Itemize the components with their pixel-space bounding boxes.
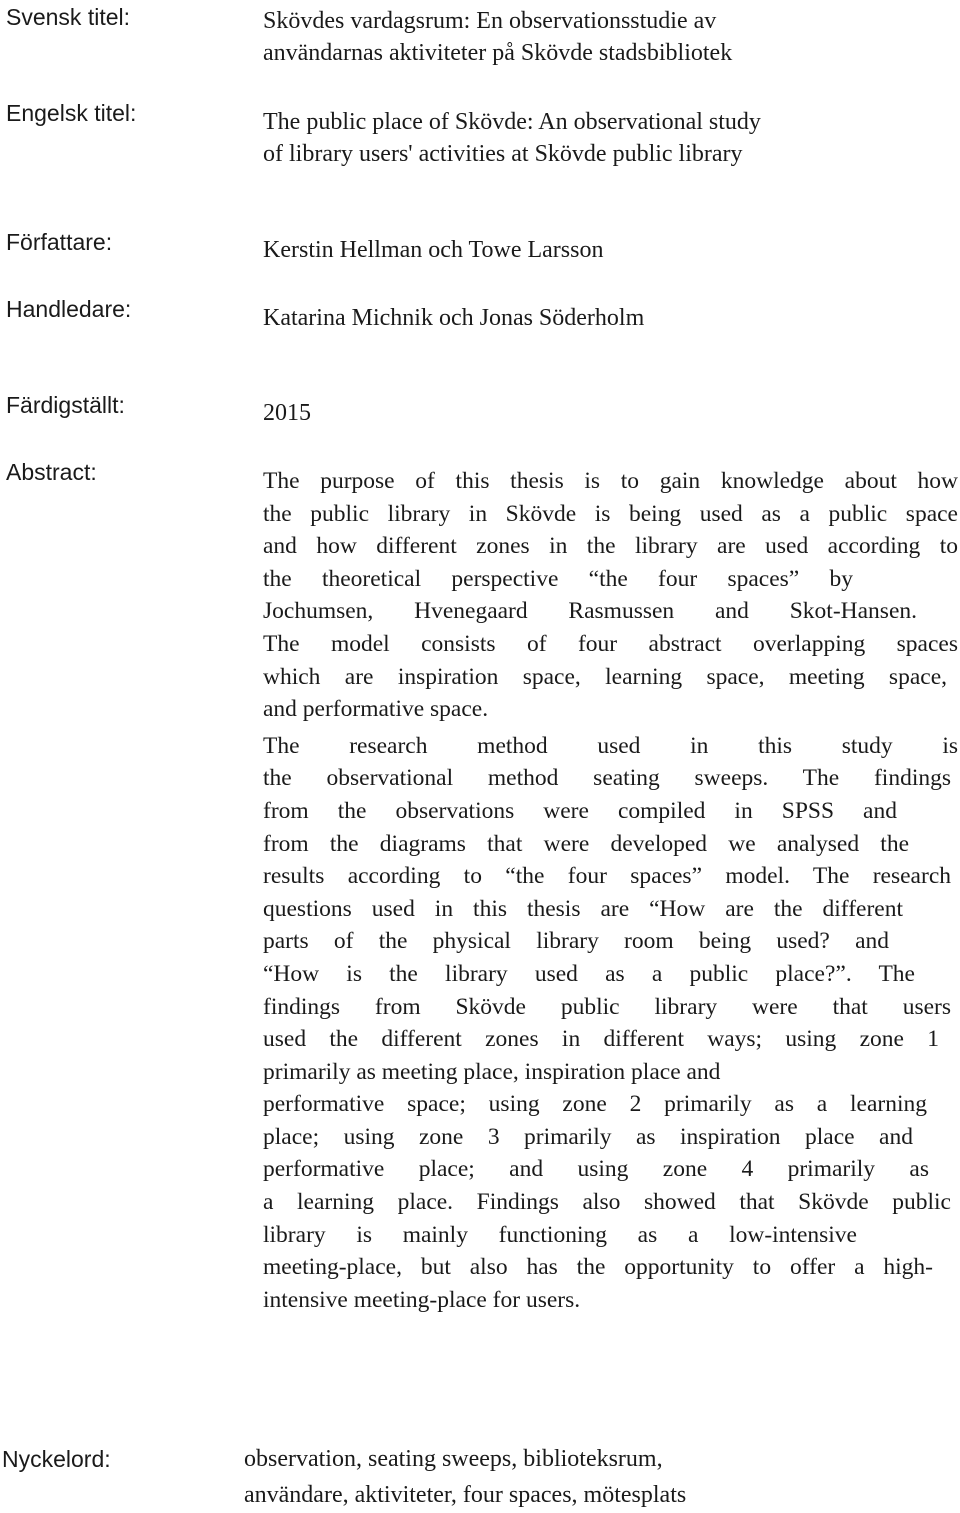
abstract-body	[263, 465, 958, 1316]
svensk-titel-label: Svensk titel:	[6, 4, 130, 30]
engelsk-titel-label: Engelsk titel:	[6, 100, 137, 126]
forfattare-text: Kerstin Hellman och Towe Larsson	[263, 237, 604, 263]
forfattare-value	[263, 234, 603, 266]
abstract-line: findings from Skövde public library were that users	[263, 993, 951, 1020]
abstract-line: questions used in this thesis are “How are the different	[263, 895, 903, 922]
abstract-line: meeting-place, but also has the opportunity to offer a high-	[263, 1254, 933, 1281]
abstract-line: The purpose of this thesis is to gain knowledge about how	[263, 468, 958, 494]
abstract-line: intensive meeting-place for users.	[263, 1286, 581, 1313]
nyckelord-line: användare, aktiviteter, four spaces, mötesplats	[244, 1482, 687, 1508]
abstract-line: The research method used in this study is	[263, 732, 958, 759]
abstract-line: primarily as meeting place, inspiration place and	[263, 1058, 721, 1085]
fardigstallt-value	[263, 397, 311, 429]
abstract-line: used the different zones in different ways; using zone 1	[263, 1026, 939, 1053]
handledare-value	[263, 302, 644, 334]
abstract-line: place; using zone 3 primarily as inspiration place and	[263, 1123, 913, 1150]
engelsk-titel-line: The public place of Skövde: An observational study	[263, 109, 761, 135]
fardigstallt-label: Färdigställt:	[6, 392, 125, 418]
engelsk-titel-line: of library users' activities at Skövde public library	[263, 141, 743, 167]
abstract-line: performative space; using zone 2 primarily as a learning	[263, 1091, 927, 1118]
abstract-line: and how different zones in the library are used according to	[263, 533, 958, 560]
svensk-titel-line: användarnas aktiviteter på Skövde stadsbibliotek	[263, 40, 733, 66]
nyckelord-label: Nyckelord:	[2, 1446, 111, 1472]
abstract-line: from the observations were compiled in SPSS and	[263, 797, 897, 824]
abstract-line: the theoretical perspective “the four spaces” by	[263, 565, 853, 592]
abstract-line: performative place; and using zone 4 primarily as	[263, 1156, 929, 1183]
fardigstallt-year: 2015	[263, 400, 311, 426]
abstract-line: The model consists of four abstract overlapping spaces	[263, 630, 958, 657]
abstract-line: library is mainly functioning as a low-intensive	[263, 1221, 857, 1248]
svensk-titel-value	[263, 5, 732, 69]
abstract-line: which are inspiration space, learning space, meeting space,	[263, 663, 947, 690]
abstract-line: the public library in Skövde is being used as a public space	[263, 500, 958, 527]
abstract-line: Jochumsen, Hvenegaard Rasmussen and Skot-Hansen.	[263, 598, 917, 625]
abstract-line: results according to “the four spaces” model. The research	[263, 863, 951, 890]
handledare-text: Katarina Michnik och Jonas Söderholm	[263, 305, 645, 331]
abstract-line: from the diagrams that were developed we analysed the	[263, 830, 909, 857]
abstract-line: the observational method seating sweeps. The findings	[263, 765, 951, 792]
abstract-line: and performative space.	[263, 696, 489, 723]
svensk-titel-line: Skövdes vardagsrum: En observationsstudie av	[263, 8, 717, 34]
nyckelord-value	[244, 1441, 686, 1513]
abstract-line: parts of the physical library room being used? and	[263, 928, 889, 955]
engelsk-titel-value	[263, 106, 761, 170]
forfattare-label: Författare:	[6, 229, 113, 255]
handledare-label: Handledare:	[6, 296, 132, 322]
abstract-line: a learning place. Findings also showed that Skövde public	[263, 1189, 951, 1216]
abstract-label: Abstract:	[6, 459, 97, 485]
abstract-line: “How is the library used as a public place?”. The	[263, 960, 915, 987]
nyckelord-line: observation, seating sweeps, biblioteksrum,	[244, 1446, 663, 1472]
